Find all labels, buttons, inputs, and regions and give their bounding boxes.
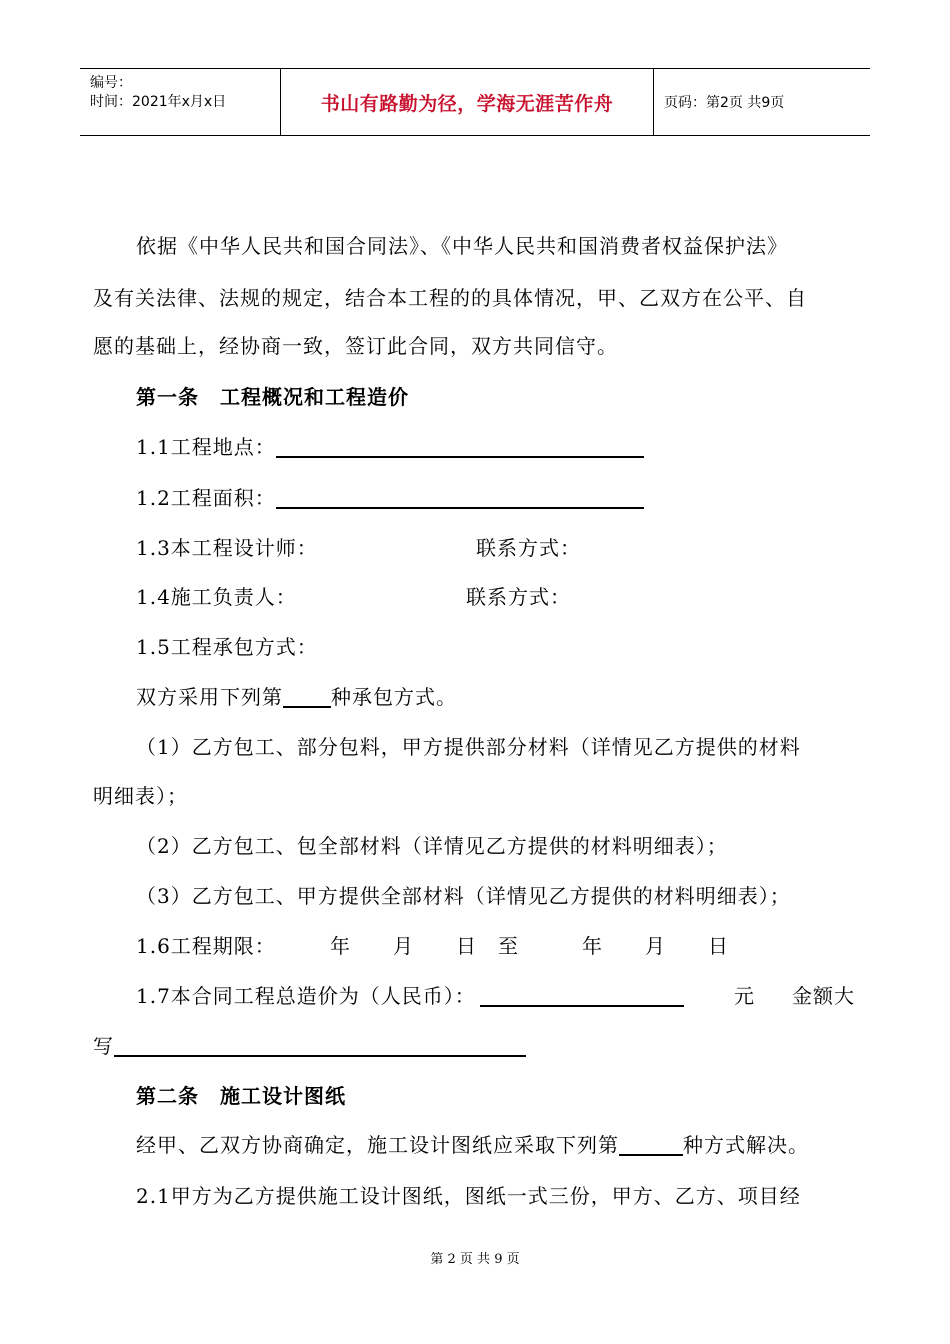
drawing-mode-blank: [619, 1154, 683, 1156]
article-1-title: 第一条 工程概况和工程造价: [136, 385, 409, 409]
number-label: 编号：: [90, 75, 132, 91]
time-label: 时间：2021年x月x日: [90, 94, 227, 110]
option-2: （2）乙方包工、包全部材料（详情见乙方提供的材料明细表）；: [136, 834, 728, 858]
item-1-1: [136, 431, 644, 460]
amount-capital-label: 金额大: [792, 984, 855, 1008]
mode-pre: 双方采用下列第: [136, 685, 283, 709]
item-1-7-label: 1.7本合同工程总造价为（人民币）：: [136, 984, 476, 1008]
header-page-cell: [654, 69, 870, 135]
mode-post: 种承包方式。: [331, 685, 457, 709]
item-1-5: 1.5工程承包方式：: [136, 635, 318, 659]
item-1-1-label: 1.1工程地点：: [136, 435, 276, 459]
item-1-3: 1.3本工程设计师：: [136, 536, 318, 560]
item-1-7: [136, 980, 684, 1009]
page-info: 页码：第2页 共9页: [664, 95, 785, 111]
page-footer: 第 2 页 共 9 页: [430, 1252, 520, 1267]
item-2-1: 2.1甲方为乙方提供施工设计图纸，图纸一式三份，甲方、乙方、项目经: [136, 1184, 801, 1208]
write-line: [93, 1030, 526, 1059]
option-1-line-1: （1）乙方包工、部分包料，甲方提供部分材料（详情见乙方提供的材料: [136, 735, 801, 759]
art2-pre: 经甲、乙双方协商确定，施工设计图纸应采取下列第: [136, 1133, 619, 1157]
write-label: 写: [93, 1034, 114, 1058]
motto-text: 书山有路勤为径，学海无涯苦作舟: [320, 92, 614, 115]
designer-contact: 联系方式：: [476, 536, 581, 560]
total-price-blank: [480, 1005, 684, 1007]
item-1-4: 1.4施工负责人：: [136, 585, 297, 609]
item-1-2: [136, 482, 644, 511]
option-1-line-2: 明细表）；: [93, 784, 188, 808]
item-1-6: 1.6工程期限：: [136, 934, 276, 958]
date-range: 年 月 日 至 年 月 日: [330, 934, 729, 958]
header-meta-cell: [80, 69, 281, 135]
intro-line-2: 及有关法律、法规的规定，结合本工程的的具体情况，甲、乙双方在公平、自: [93, 286, 807, 310]
location-blank: [276, 456, 644, 458]
contract-mode-line: [136, 681, 457, 710]
amount-capital-blank: [114, 1055, 526, 1057]
option-3: （3）乙方包工、甲方提供全部材料（详情见乙方提供的材料明细表）；: [136, 884, 791, 908]
art2-post: 种方式解决。: [683, 1133, 809, 1157]
article-2-title: 第二条 施工设计图纸: [136, 1084, 346, 1108]
area-blank: [276, 507, 644, 509]
header-motto-cell: [281, 69, 654, 135]
yuan-label: 元: [734, 984, 755, 1008]
intro-line-3: 愿的基础上，经协商一致，签订此合同，双方共同信守。: [93, 334, 618, 358]
document-header: [80, 68, 870, 136]
intro-line-1: 依据《中华人民共和国合同法》、《中华人民共和国消费者权益保护法》: [136, 234, 788, 258]
item-1-2-label: 1.2工程面积：: [136, 486, 276, 510]
manager-contact: 联系方式：: [466, 585, 571, 609]
mode-blank: [283, 706, 331, 708]
article-2-intro: [136, 1129, 809, 1158]
